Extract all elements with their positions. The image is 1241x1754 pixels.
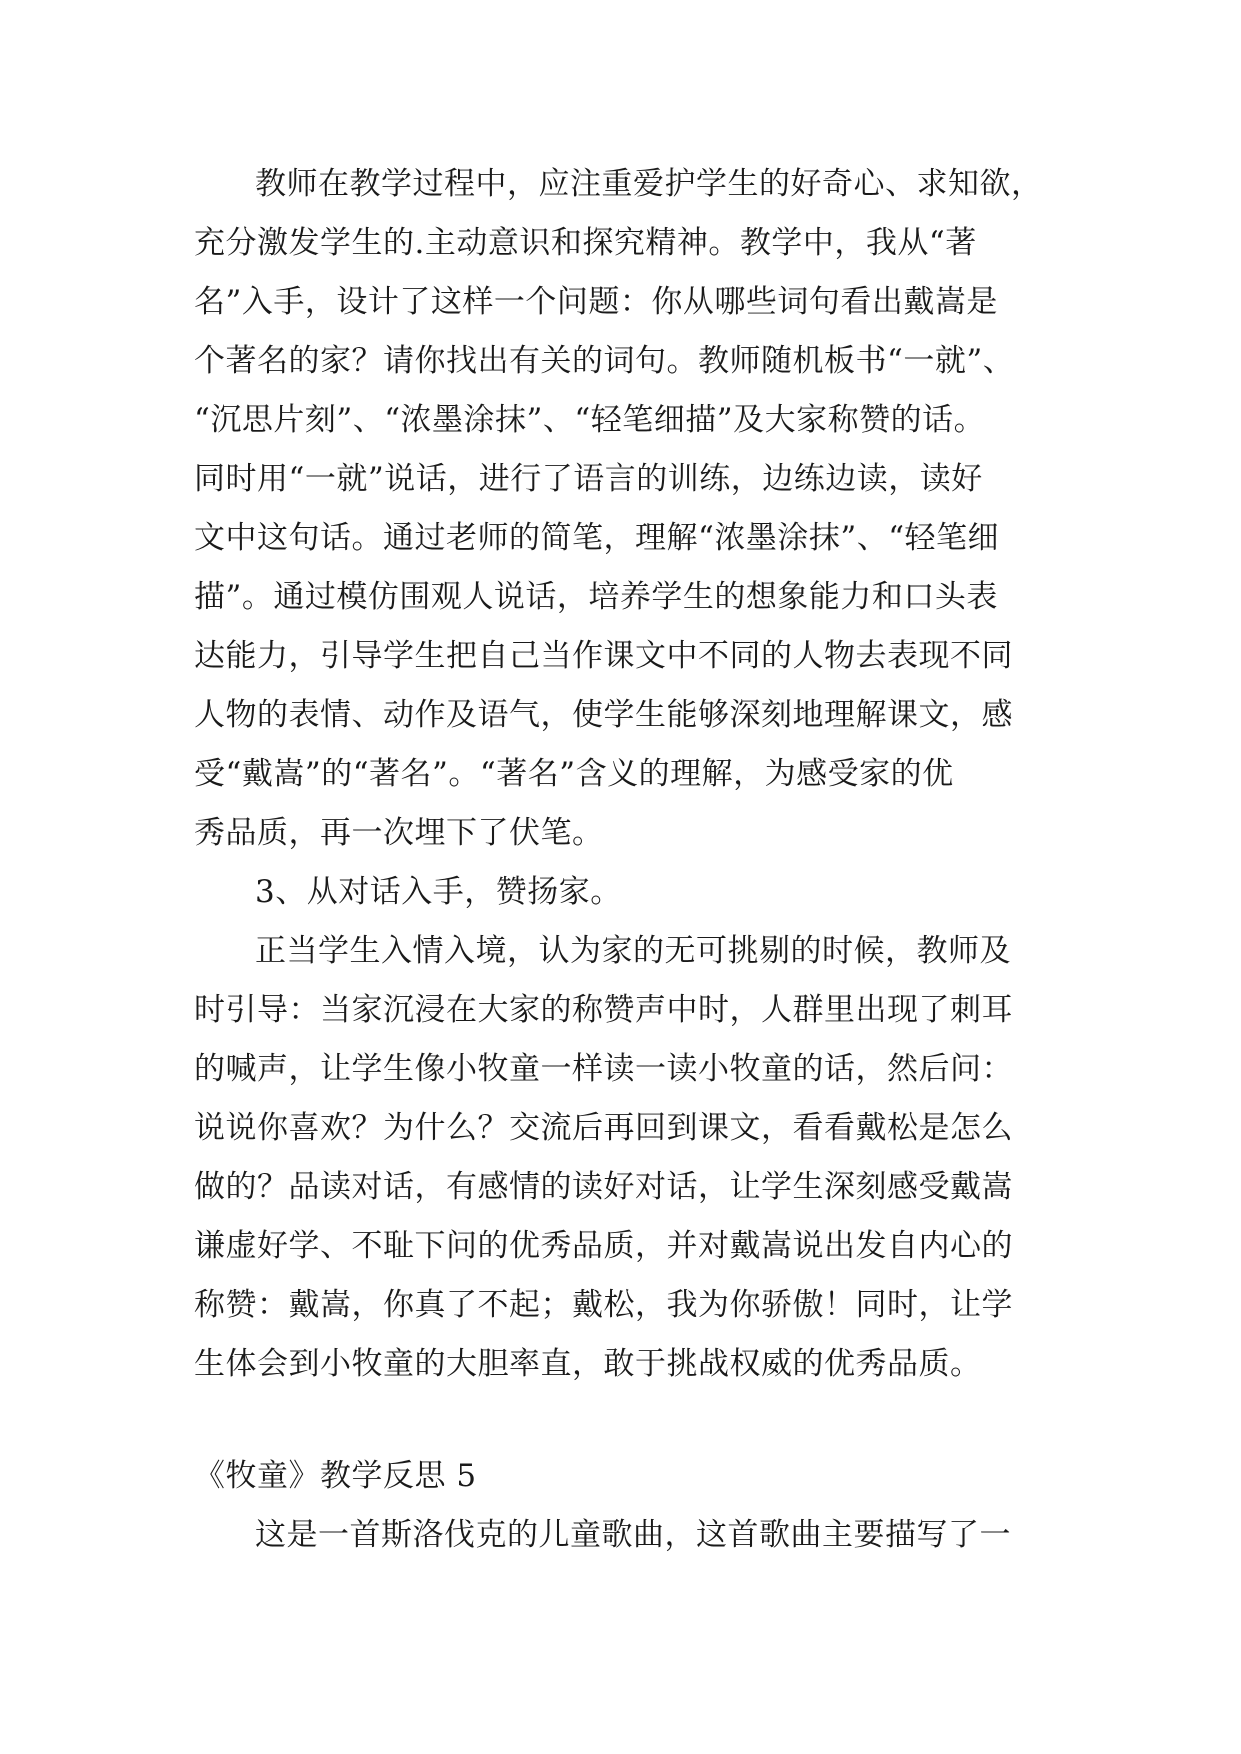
section-heading: 3、从对话入手，赞扬家。	[255, 874, 622, 910]
text-line: 文中这句话。通过老师的简笔，理解“浓墨涂抹”、“轻笔细	[194, 520, 1000, 556]
article-title: 《牧童》教学反思 5	[194, 1458, 477, 1494]
text-line: 充分激发学生的.主动意识和探究精神。教学中，我从“著	[194, 225, 977, 261]
text-line: 个著名的家？请你找出有关的词句。教师随机板书“一就”、	[194, 343, 1015, 379]
text-line: 名”入手，设计了这样一个问题：你从哪些词句看出戴嵩是	[194, 284, 998, 320]
text-line: 达能力，引导学生把自己当作课文中不同的人物去表现不同	[194, 638, 1013, 674]
text-line: 人物的表情、动作及语气，使学生能够深刻地理解课文，感	[194, 697, 1013, 733]
text-line: 秀品质，再一次埋下了伏笔。	[194, 815, 604, 851]
text-line: 同时用“一就”说话，进行了语言的训练，边练边读，读好	[194, 461, 983, 497]
text-line: 谦虚好学、不耻下问的优秀品质，并对戴嵩说出发自内心的	[194, 1228, 1013, 1264]
text-line: 说说你喜欢？为什么？交流后再回到课文，看看戴松是怎么	[194, 1110, 1013, 1146]
text-line: 教师在教学过程中，应注重爱护学生的好奇心、求知欲，	[255, 166, 1043, 202]
text-line: 受“戴嵩”的“著名”。“著名”含义的理解，为感受家的优	[194, 756, 954, 792]
text-line: 的喊声，让学生像小牧童一样读一读小牧童的话，然后问：	[194, 1051, 1013, 1087]
text-line: 时引导：当家沉浸在大家的称赞声中时，人群里出现了刺耳	[194, 992, 1013, 1028]
text-line: 生体会到小牧童的大胆率直，敢于挑战权威的优秀品质。	[194, 1346, 982, 1382]
text-line: “沉思片刻”、“浓墨涂抹”、“轻笔细描”及大家称赞的话。	[194, 402, 986, 438]
text-line: 称赞：戴嵩，你真了不起；戴松，我为你骄傲！同时，让学	[194, 1287, 1013, 1323]
text-line: 正当学生入情入境，认为家的无可挑剔的时候，教师及	[255, 933, 1011, 969]
text-line: 描”。通过模仿围观人说话，培养学生的想象能力和口头表	[194, 579, 998, 615]
text-line: 做的？品读对话，有感情的读好对话，让学生深刻感受戴嵩	[194, 1169, 1013, 1205]
text-line: 这是一首斯洛伐克的儿童歌曲，这首歌曲主要描写了一	[255, 1517, 1011, 1553]
